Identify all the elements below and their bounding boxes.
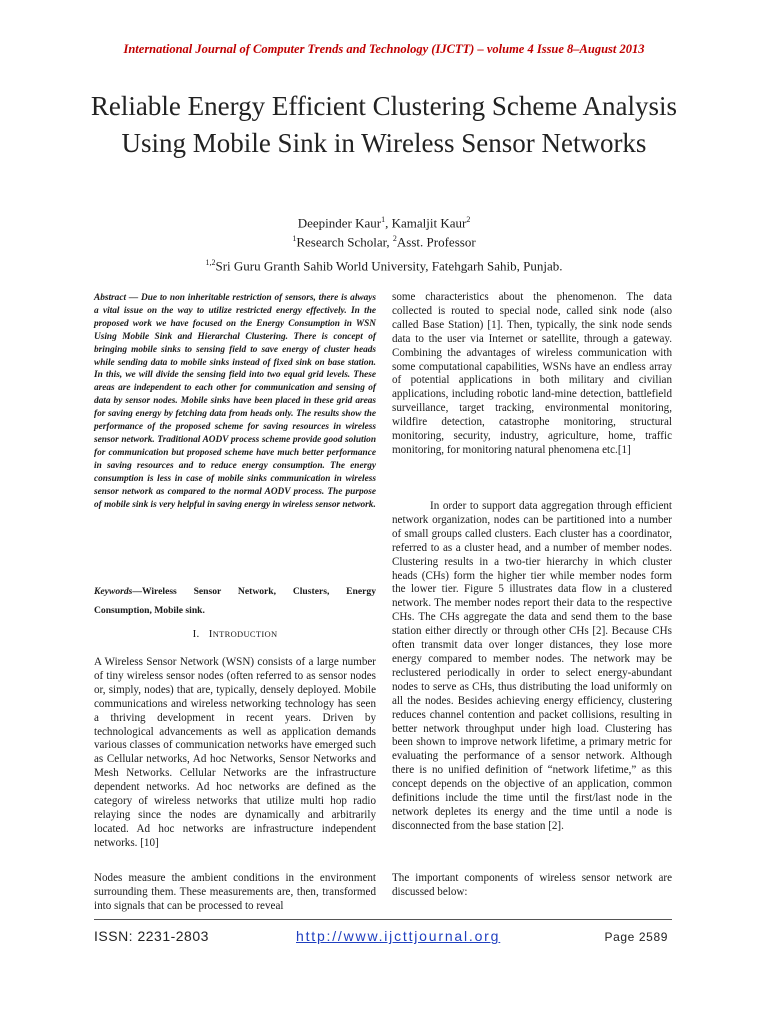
footer-divider (94, 919, 672, 920)
institution-sup: 1,2 (205, 257, 216, 267)
institution: Sri Guru Granth Sahib World University, Fatehgarh Sahib, Punjab. (215, 257, 563, 273)
page-footer (94, 928, 672, 948)
intro-paragraph-2: Nodes measure the ambient conditions in the environment surrounding them. These measurements are, then, transformed into signals that can be processed to reveal (94, 872, 376, 912)
abstract: Abstract — Due to non inheritable restriction of sensors, there is always a vital issue on the way to utilize restricted energy effectively. In the proposed work we have focused on the Energy Consumption in WSN Using Mobile Sink and Hierarchal Clustering. There is concept of bringing mobile sinks to sensing field to save energy of cluster heads while sending data to mobile sinks instead of fixed sink on base station. In this, we will divide the sensing field into two equal grid levels. These areas are independent to each other for communication and sensing of data by sensor nodes. Mobile sinks have been placed in these grid areas for saving energy by fetching data from heads only. The results show the performance of the proposed scheme for saving resources in wireless sensor network. Traditional AODV process scheme provide good solution for communication but proposed scheme have much better performance in saving resources and to reduce energy consumption. The energy consumption is less in case of mobile sinks communication in wireless sensor network as compared to the normal AODV process. The purpose of mobile sink is very helpful in saving energy in wireless sensor network. (94, 293, 376, 510)
keywords (94, 582, 376, 620)
author-2-sup: 2 (466, 215, 471, 224)
keywords-text: —Wireless Sensor Network, Clusters, Energy Consumption, Mobile sink. (94, 586, 376, 616)
footer-page-number: Page 2589 (604, 930, 668, 944)
keywords-label: Keywords (94, 586, 133, 597)
section-title-initial: I (208, 628, 213, 640)
author-names (0, 212, 768, 231)
journal-header: International Journal of Computer Trends and Technology (IJCTT) – volume 4 Issue 8–August 2013 (123, 42, 645, 56)
author-2: Kamaljit Kaur (391, 215, 467, 231)
affiliation-1: Research Scholar, (296, 234, 393, 250)
author-1-sup: 1 (381, 215, 386, 224)
author-1: Deepinder Kaur (297, 215, 382, 231)
section-number: I. (192, 628, 200, 640)
author-separator: , (385, 215, 392, 231)
affiliation-1-sup: 1 (292, 234, 297, 244)
affiliation-2-sup: 2 (392, 234, 397, 244)
right-paragraph-3: The important components of wireless sensor network are discussed below: (392, 872, 672, 898)
section-title-rest: NTRODUCTION (212, 629, 278, 639)
author-block (0, 212, 768, 274)
paper-title: Reliable Energy Efficient Clustering Scheme Analysis Using Mobile Sink in Wireless Sensor Networks (90, 91, 678, 158)
author-affiliations (0, 231, 768, 250)
author-institution (0, 255, 768, 274)
section-heading-introduction (94, 628, 376, 640)
intro-paragraph-1: A Wireless Sensor Network (WSN) consists of a large number of tiny wireless sensor nodes (often referred to as sensor nodes or, simply, nodes) that are, typically, densely deployed. Mobile communications and wireless networking technology has seen a thriving development in recent years. Driven by technological advancements as well as application demands various classes of communication networks have emerged such as Cellular networks, Ad hoc Networks, Sensor Networks and Mesh Networks. Cellular Networks are the infrastructure dependent networks. Ad hoc networks are defined as the category of wireless networks that utilize multi hop radio relaying since the nodes are dynamically and arbitrarily located. Ad hoc networks are infrastructure independent networks. [10] (94, 656, 376, 849)
footer-journal-link[interactable]: http://www.ijcttjournal.org (296, 928, 501, 944)
affiliation-2: Asst. Professor (396, 234, 476, 250)
right-paragraph-2: In order to support data aggregation through efficient network organization, nodes can be partitioned into a number of small groups called clusters. Each cluster has a coordinator, referred to as a cluster head, and a number of member nodes. Clustering results in a two-tier hierarchy in which cluster heads (CHs) form the higher tier while member nodes form the lower tier. Figure 5 illustrates data flow in a clustered network. The member nodes report their data to the respective CHs. The CHs aggregate the data and send them to the base station either directly or through other CHs [2]. Because CHs often transmit data over longer distances, they lose more energy compared to member nodes. The network may be reclustered periodically in order to select energy-abundant nodes to serve as CHs, thus distributing the load uniformly on all the nodes. Besides achieving energy efficiency, clustering reduces channel contention and packet collisions, resulting in better network throughput under high load. Clustering has been shown to improve network lifetime, a primary metric for evaluating the performance of a sensor network. Although there is no unified definition of “network lifetime,” as this concept depends on the objective of an application, common definitions include the time until the first/last node in the network depletes its energy and the time until a node is disconnected from the base station [2]. (392, 500, 672, 832)
right-paragraph-1: some characteristics about the phenomenon. The data collected is routed to special node, called sink node (also called Base Station) [1]. Then, typically, the sink node sends data to the user via Internet or satellite, through a gateway. Combining the advantages of wireless communication with some computational capabilities, WSNs have an endless array of potential applications in both military and civilian applications, including robotic land-mine detection, battlefield surveillance, target tracking, environmental monitoring, wildfire detection, catastrophe monitoring, structural monitoring, security, industry, agriculture, home, traffic monitoring, for monitoring natural phenomena etc.[1] (392, 291, 672, 456)
footer-issn: ISSN: 2231-2803 (94, 928, 209, 944)
